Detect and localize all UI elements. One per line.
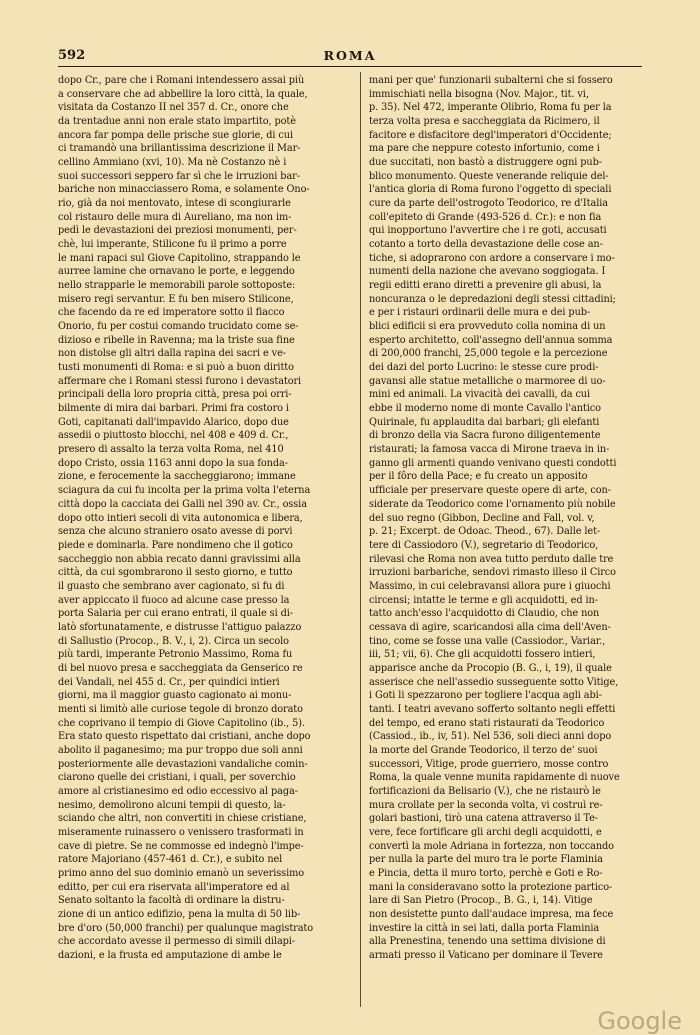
text-line: coll'epiteto di Grande (493-526 d. Cr.): e non fia	[369, 211, 602, 223]
text-line: esperto architetto, coll'assegno dell'annua somma	[369, 334, 613, 346]
text-line: rilevasi che Roma non avea tutto perduto dalle tre	[369, 553, 614, 565]
page-header	[58, 48, 642, 70]
page-number: 592	[58, 48, 86, 63]
right-column	[369, 74, 661, 963]
text-line: aver appiccato il fuoco ad alcune case presso la	[58, 594, 290, 606]
text-line: numenti della nazione che avevano soggiogata. I	[369, 266, 606, 278]
text-line: Era stato questo rispettato dai cristiani, anche dopo	[58, 731, 311, 743]
text-line: tanti. I teatri avevano sofferto soltanto negli effetti	[369, 703, 616, 715]
running-title: ROMA	[323, 48, 377, 63]
text-line: iii, 51; vii, 6). Che gli acquidotti fossero intieri,	[369, 649, 596, 661]
text-line: dizioso e ribelle in Ravenna; ma la triste sua fine	[58, 334, 295, 346]
text-line: aurree lamine che ornavano le porte, e leggendo	[58, 266, 295, 278]
text-line: del suo regno (Gibbon, Decline and Fall, vol. v,	[369, 512, 595, 524]
text-line: affermare che i Romani stessi furono i devastatori	[58, 375, 302, 387]
text-line: ristaurati; la famosa vacca di Mirone traeva in in-	[369, 444, 610, 456]
text-line: ebbe il moderno nome di monte Cavallo l'antico	[369, 403, 601, 415]
text-line: immischiati nella bisogna (Nov. Major., tit. vi,	[369, 88, 589, 100]
text-line: presero di assalto la terza volta Roma, nel 410	[58, 444, 284, 456]
watermark: Google	[597, 1007, 682, 1035]
text-line: pedì le devastazioni dei preziosi monumenti, per-	[58, 225, 297, 237]
text-line: città dopo la cacciata dei Galli nel 390 av. Cr., ossia	[58, 498, 307, 510]
text-line: dazioni, e la frusta ed amputazione di ambe le	[58, 950, 282, 961]
text-line: Onorio, fu per costui comando trucidato come se-	[58, 321, 299, 333]
text-line: alla Prenestina, tenendo una settima divisione di	[369, 936, 606, 948]
text-line: bilmente di mira dai barbari. Primi fra costoro i	[58, 403, 289, 415]
text-line: i Goti li spezzarono per togliere l'acqua agli abi-	[369, 690, 602, 702]
text-line: ma pare che neppure cotesto infortunio, come i	[369, 143, 600, 155]
text-line: bre d'oro (50,000 franchi) per qualunque magistrato	[58, 922, 314, 934]
text-line: giorni, ma il maggior guasto cagionato ai monu-	[58, 690, 292, 702]
text-line: successori, Vitige, prode guerriero, mosse contro	[369, 758, 609, 770]
text-line: e Pincia, detta il muro torto, perchè e Goti e Ro-	[369, 867, 603, 879]
text-line: terza volta presa e saccheggiata da Ricimero, il	[369, 116, 600, 128]
text-line: blico monumento. Queste venerande reliquie del-	[369, 170, 609, 182]
text-line: la morte del Grande Teodorico, il terzo de' suoi	[369, 744, 598, 756]
text-line: investire la città in sei lati, dalla porta Flaminia	[369, 922, 600, 934]
text-line: del tempo, ed erano stati ristaurati da Teodorico	[369, 717, 605, 729]
text-line: facitore e disfacitore degl'imperatori d'Occidente;	[369, 129, 612, 141]
text-line: tino, come se fosse una valle (Cassiodor., Variar.,	[369, 635, 606, 647]
text-line: blici edificii si era provveduto colla nomina di un	[369, 321, 606, 333]
text-line: di Sallustio (Procop., B. V., i, 2). Circa un secolo	[58, 635, 289, 647]
text-line: amore al cristianesimo ed odio eccessivo al paga-	[58, 785, 298, 797]
text-line: gavansi alle statue metalliche o marmoree di uo-	[369, 375, 606, 387]
text-line: il guasto che sembrano aver cagionato, si fu di	[58, 580, 285, 592]
text-line: chè, lui imperante, Stilicone fu il primo a porre	[58, 239, 287, 251]
text-line: porta Salaria per cui erano entrati, il quale si di-	[58, 608, 293, 620]
text-line: dopo Cr., pare che i Romani intendessero assai più	[58, 75, 305, 86]
text-line: Goti, capitanati dall'impavido Alarico, dopo due	[58, 416, 289, 428]
text-line: noncuranza o le depredazioni degli stessi cittadini;	[369, 293, 616, 305]
text-line: dei Vandali, nel 455 d. Cr., per quindici intieri	[58, 676, 280, 688]
text-line: primo anno del suo dominio emanò un severissimo	[58, 867, 305, 879]
text-line: di 200,000 franchi, 25,000 tegole e la percezione	[369, 348, 608, 360]
text-line: saccheggio non abbia recato danni gravissimi alla	[58, 553, 301, 565]
text-line: lare di San Pietro (Procop., B. G., i, 14). Vitige	[369, 895, 593, 907]
text-line: città, da cui sgombrarono il sesto giorno, e tutto	[58, 567, 293, 579]
text-line: mani per que' funzionarii subalterni che si fossero	[369, 75, 613, 86]
column-divider	[360, 72, 361, 1007]
text-line: nello strapparle le memorabili parole sottoposte:	[58, 280, 296, 292]
text-line: cessava di agire, scaricandosi alla cima dell'Aven-	[369, 621, 611, 633]
text-line: ganno gli armenti quando venivano questi condotti	[369, 457, 617, 469]
text-line: nesimo, demolirono alcuni tempii di questo, la-	[58, 799, 286, 811]
text-line: e per i ristauri ordinarii delle mura e dei pub-	[369, 307, 591, 319]
text-line: regii editti erano diretti a prevenire gli abusi, la	[369, 280, 602, 292]
text-line: tatto anch'esso l'acquidotto di Claudio, che non	[369, 608, 600, 620]
text-line: Quirinale, fu applaudita dai barbari; gli elefanti	[369, 416, 600, 428]
text-line: rio, già da noi mentovato, intese di scongiurarle	[58, 198, 291, 210]
text-line: irruzioni barbariche, sendovi rimasto illeso il Circo	[369, 567, 616, 579]
text-line: più tardi, imperante Petronio Massimo, Roma fu	[58, 649, 293, 661]
text-line: suoi successori seppero far sì che le irruzioni bar-	[58, 170, 300, 182]
text-line: menti si limitò alle curiose tegole di bronzo dorato	[58, 703, 303, 715]
text-line: dopo otto intieri secoli di vita autonomica e libera,	[58, 512, 303, 524]
text-line: l'antica gloria di Roma furono l'oggetto di speciali	[369, 184, 612, 196]
text-line: assedii o piuttosto blocchi, nel 408 e 409 d. Cr.,	[58, 430, 289, 442]
text-line: posteriormente alle devastazioni vandaliche comin-	[58, 758, 308, 770]
text-line: le mani rapaci sul Giove Capitolino, strappando le	[58, 252, 301, 264]
text-line: che coprivano il tempio di Giove Capitolino (ib., 5).	[58, 717, 305, 729]
text-line: principali della loro propria città, presa poi orri-	[58, 389, 292, 401]
text-line: ci tramandò una brillantissima descrizione il Mar-	[58, 143, 301, 155]
text-line: Roma, la quale venne munita rapidamente di nuove	[369, 772, 620, 784]
text-line: Senato soltanto la facoltà di ordinare la distru-	[58, 895, 285, 907]
text-line: piede e dominarla. Pare nondimeno che il gotico	[58, 539, 293, 551]
text-line: convertì la mole Adriana in fortezza, non toccando	[369, 840, 614, 852]
text-line: golari bastioni, tirò una catena attraverso il Te-	[369, 813, 598, 825]
text-line: Massimo, in cui celebravansi allora pure i giuochi	[369, 580, 611, 592]
text-line: siderate da Teodorico come l'ornamento più nobile	[369, 498, 616, 510]
text-line: sciando che altri, non convertiti in chiese cristiane,	[58, 813, 307, 825]
text-line: che facendo da re ed imperatore sotto il fiacco	[58, 307, 285, 319]
text-line: ufficiale per preservare queste opere di arte, con-	[369, 485, 611, 497]
text-line: col ristauro delle mura di Aureliano, ma non im-	[58, 211, 292, 223]
text-line: p. 21; Excerpt. de Odoac. Theod., 67). Dalle let-	[369, 526, 601, 538]
text-line: per nulla la parte del muro tra le porte Flaminia	[369, 854, 603, 866]
text-line: a conservare che ad abbellire la loro città, la quale,	[58, 88, 308, 100]
text-line: armati presso il Vaticano per dominare il Tevere	[369, 950, 603, 961]
text-line: dei dazi del porto Lucrino: le stesse cure prodi-	[369, 362, 599, 374]
text-line: asserisce che nell'assedio susseguente sotto Vitige,	[369, 676, 619, 688]
text-line: tiche, si adoprarono con ardore a conservare i mo-	[369, 252, 615, 264]
text-line: non distolse gli altri dalla rapina dei sacri e ve-	[58, 348, 286, 360]
text-line: circensi; intatte le terme e gli acquidotti, ed in-	[369, 594, 598, 606]
text-line: tere di Cassiodoro (V.), segretario di Teodorico,	[369, 539, 599, 551]
text-line: zione, e ferocemente la saccheggiarono; immane	[58, 471, 296, 483]
text-line: ratore Majoriano (457-461 d. Cr.), e subito nel	[58, 854, 283, 866]
text-line: vere, fece fortificare gli archi degli acquidotti, e	[369, 826, 602, 838]
text-line: ciarono quelle dei cristiani, i quali, per soverchio	[58, 772, 296, 784]
text-line: fortificazioni da Belisario (V.), che ne ristaurò le	[369, 785, 601, 797]
header-rule	[58, 66, 642, 67]
text-line: due succitati, non bastò a distruggere ogni pub-	[369, 157, 602, 169]
text-line: mani la consideravano sotto la protezione partico-	[369, 881, 613, 893]
text-line: cellino Ammiano (xvi, 10). Ma nè Costanzo nè i	[58, 157, 287, 169]
text-line: che accordato avesse il permesso di simili dilapi-	[58, 936, 296, 948]
text-line: tusti monumenti di Roma: e si può a buon diritto	[58, 362, 294, 374]
text-line: cave di pietre. Se ne commosse ed indegnò l'impe-	[58, 840, 304, 852]
text-line: bariche non minacciassero Roma, e solamente Ono-	[58, 184, 310, 196]
text-line: (Cassiod., ib., iv, 51). Nel 536, soli dieci anni dopo	[369, 731, 612, 743]
text-line: mura crollate per la seconda volta, vi costruì re-	[369, 799, 603, 811]
text-line: miseramente ruinassero o venissero trasformati in	[58, 826, 304, 838]
text-line: non desistette punto dall'audace impresa, ma fece	[369, 908, 614, 920]
text-line: mini ed animali. La vivacità dei cavalli, da cui	[369, 389, 591, 401]
text-line: p. 35). Nel 472, imperante Olibrio, Roma fu per la	[369, 102, 612, 114]
text-line: dopo Cristo, ossia 1163 anni dopo la sua fonda-	[58, 457, 288, 469]
left-column	[58, 74, 350, 963]
text-line: da trentadue anni non erale stato impartito, potè	[58, 116, 296, 128]
text-line: abolito il paganesimo; ma pur troppo due soli anni	[58, 744, 303, 756]
text-line: cotanto a torto della devastazione delle cose an-	[369, 239, 603, 251]
text-line: zione di un antico edifizio, pena la multa di 50 lib-	[58, 908, 301, 920]
text-line: sciagura da cui fu incolta per la prima volta l'eterna	[58, 485, 311, 497]
text-line: cure da parte dell'ostrogoto Teodorico, re d'Italia	[369, 198, 608, 210]
text-line: di bel nuovo presa e saccheggiata da Genserico re	[58, 662, 303, 674]
text-line: per il fôro della Pace; e fu creato un apposito	[369, 471, 588, 483]
text-line: latò sfortunatamente, e distrusse l'attiguo palazzo	[58, 621, 302, 633]
text-line: editto, per cui era riservata all'imperatore ed al	[58, 881, 290, 893]
text-line: visitata da Costanzo II nel 357 d. Cr., onore che	[58, 102, 289, 114]
text-line: ancora far pompa delle prische sue glorie, di cui	[58, 129, 293, 141]
text-line: qui inopportuno l'avvertire che i re goti, accusati	[369, 225, 607, 237]
text-line: misero regi servantur. E fu ben misero Stilicone,	[58, 293, 294, 305]
text-line: senza che alcuno straniero osato avesse di porvi	[58, 526, 293, 538]
text-line: apparisce anche da Procopio (B. G., i, 19), il quale	[369, 662, 612, 674]
text-line: di bronzo della via Sacra furono diligentemente	[369, 430, 601, 442]
